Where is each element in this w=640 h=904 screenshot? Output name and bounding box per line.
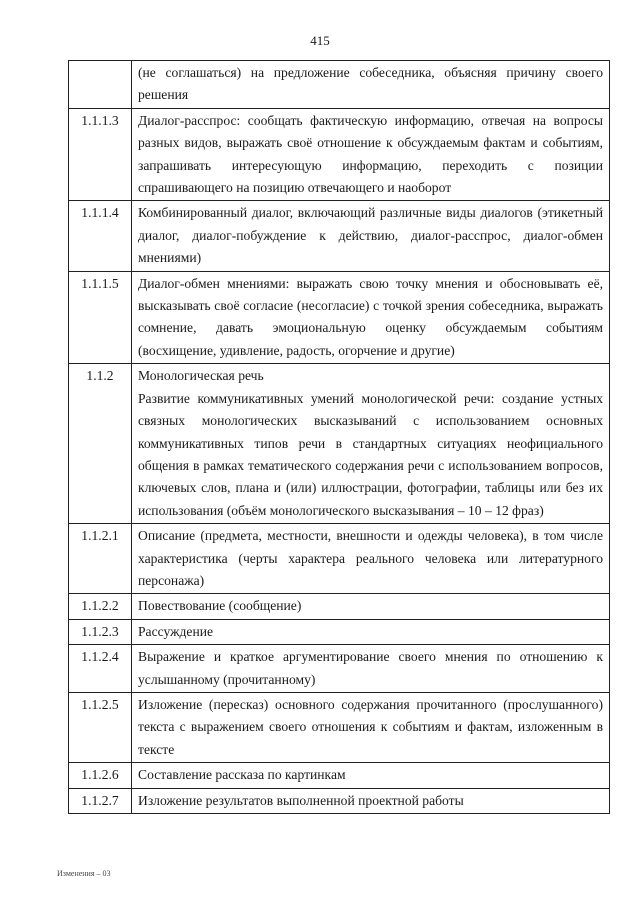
section-code-cell [69, 61, 132, 109]
section-description-cell [132, 645, 610, 693]
section-description: Диалог-обмен мнениями: выражать свою точку мнения и обосновывать её, высказывать своё согласие (несогласие) с точкой зрения собеседника, выражать сомнение, давать эмоциональную оценку обсуждаемым событиям (восхищение, удивление, радость, огорчение и другие) [138, 275, 603, 358]
section-code-cell: 1.1.2.2 [69, 594, 132, 619]
section-description: Монологическая речь [138, 368, 264, 384]
section-code-cell: 1.1.2.6 [69, 763, 132, 788]
section-description-cell [132, 61, 610, 109]
table-row [69, 763, 610, 788]
table-row [69, 271, 610, 364]
section-code-cell: 1.1.2.3 [69, 619, 132, 644]
section-description-cell [132, 788, 610, 813]
footer-revision-note: Изменения – 03 [57, 869, 111, 878]
section-code-cell: 1.1.2.1 [69, 524, 132, 594]
section-code-cell: 1.1.1.5 [69, 271, 132, 364]
section-description: Рассуждение [138, 623, 214, 639]
table-row [69, 61, 610, 109]
table-body [69, 61, 610, 814]
page-number: 415 [310, 33, 330, 48]
section-description: Выражение и краткое аргументирование своего мнения по отношению к услышанному (прочитанному) [138, 649, 603, 687]
section-description: Комбинированный диалог, включающий различные виды диалогов (этикетный диалог, диалог-побуждение к действию, диалог-расспрос, диалог-обмен мнениями) [138, 205, 603, 266]
table-row [69, 692, 610, 762]
section-code-cell: 1.1.1.3 [69, 108, 132, 201]
section-code-cell: 1.1.2.4 [69, 645, 132, 693]
section-code-cell: 1.1.2.5 [69, 692, 132, 762]
section-description-cell [132, 594, 610, 619]
section-description: Повествование (сообщение) [138, 598, 302, 614]
table-row [69, 619, 610, 644]
section-description-cell [132, 692, 610, 762]
table-row [69, 645, 610, 693]
section-description: Составление рассказа по картинкам [138, 767, 346, 783]
section-description: Изложение результатов выполненной проектной работы [138, 792, 464, 808]
table-row [69, 594, 610, 619]
section-description-cell [132, 364, 610, 524]
section-description-paragraph: Развитие коммуникативных умений монологической речи: создание устных связных монологических высказываний с использованием основных коммуникативных типов речи в стандартных ситуациях неофициального общения в рамках тематического содержания речи с использованием вопросов, ключевых слов, плана и (или) иллюстрации, фотографии, таблицы или без их использования (объём монологического высказывания – 10 – 12 фраз) [138, 390, 603, 518]
curriculum-table [68, 60, 610, 814]
table-row [69, 201, 610, 271]
section-code-cell: 1.1.2.7 [69, 788, 132, 813]
table-row [69, 524, 610, 594]
section-description-cell [132, 763, 610, 788]
section-description: Изложение (пересказ) основного содержания прочитанного (прослушанного) текста с выражением своего отношения к событиям и фактам, изложенным в тексте [138, 696, 603, 757]
section-description: Диалог-расспрос: сообщать фактическую информацию, отвечая на вопросы разных видов, выражать своё отношение к обсуждаемым фактам и событиям, запрашивать интересующую информацию, переходить с позиции спрашивающего на позицию отвечающего и наоборот [138, 112, 603, 196]
section-description: (не соглашаться) на предложение собеседника, объясняя причину своего решения [138, 65, 603, 103]
section-description-cell [132, 108, 610, 201]
table-row [69, 788, 610, 813]
section-description-cell [132, 619, 610, 644]
section-code-cell: 1.1.2 [69, 364, 132, 524]
section-description-cell [132, 524, 610, 594]
section-description-cell [132, 271, 610, 364]
section-code-cell: 1.1.1.4 [69, 201, 132, 271]
table-row [69, 108, 610, 201]
section-description: Описание (предмета, местности, внешности и одежды человека), в том числе характеристика (черты характера реального человека или литературного персонажа) [138, 528, 603, 588]
section-description-cell [132, 201, 610, 271]
table-row [69, 364, 610, 524]
